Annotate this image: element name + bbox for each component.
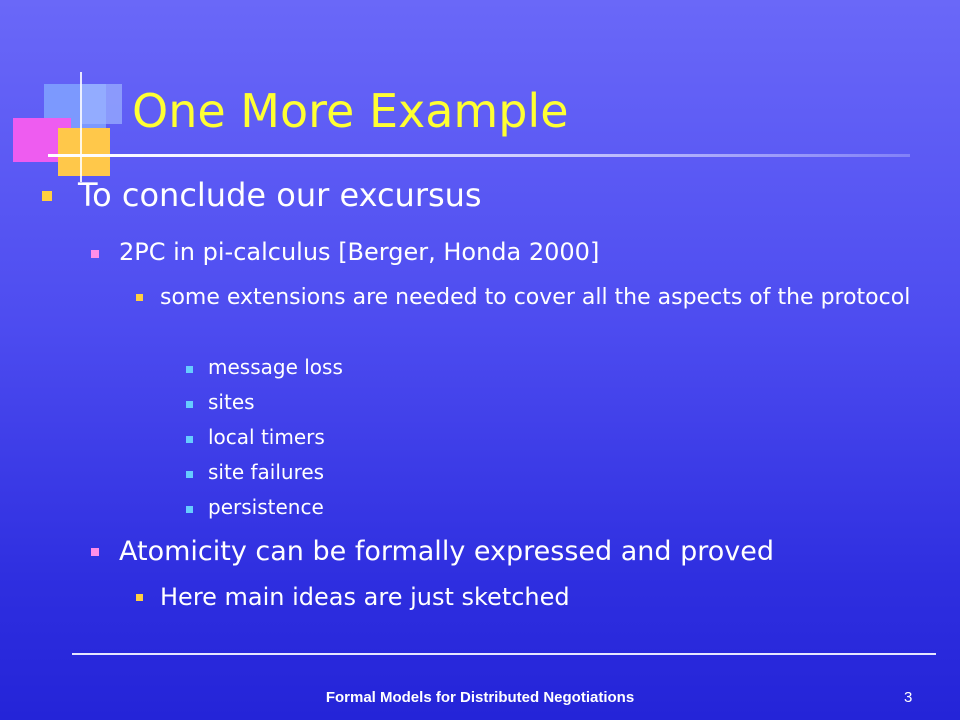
slide-title: One More Example xyxy=(132,84,569,138)
bullet-text: local timers xyxy=(208,425,325,449)
title-underline xyxy=(48,154,910,157)
square-bullet-icon xyxy=(186,471,193,478)
bullet-text: Here main ideas are just sketched xyxy=(160,583,570,611)
page-number: 3 xyxy=(904,689,913,706)
bullet-level4 xyxy=(208,355,343,379)
bullet-level3 xyxy=(160,282,920,313)
footer-title: Formal Models for Distributed Negotiations xyxy=(325,689,635,706)
bullet-text: 2PC in pi-calculus [Berger, Honda 2000] xyxy=(119,238,600,266)
decor-square-orange xyxy=(58,128,110,176)
bullet-level2 xyxy=(119,238,599,266)
bullet-text: site failures xyxy=(208,460,325,484)
square-bullet-icon xyxy=(42,191,52,201)
bullet-text: To conclude our excursus xyxy=(78,176,482,214)
bullet-text: message loss xyxy=(208,355,343,379)
bullet-text: sites xyxy=(208,390,255,414)
square-bullet-icon xyxy=(91,250,99,258)
square-bullet-icon xyxy=(186,506,193,513)
bullet-text: some extensions are needed to cover all the aspects of the protocol xyxy=(160,285,911,310)
decor-square-light-blue xyxy=(82,84,122,124)
bullet-level4 xyxy=(208,495,324,519)
bullet-level4 xyxy=(208,425,325,449)
square-bullet-icon xyxy=(186,366,193,373)
square-bullet-icon xyxy=(186,401,193,408)
square-bullet-icon xyxy=(136,594,143,601)
square-bullet-icon xyxy=(136,294,143,301)
bullet-level2 xyxy=(119,536,774,567)
square-bullet-icon xyxy=(186,436,193,443)
bullet-text: persistence xyxy=(208,495,324,519)
bullet-level4 xyxy=(208,390,255,414)
bullet-level4 xyxy=(208,460,324,484)
bullet-level3 xyxy=(160,582,920,613)
square-bullet-icon xyxy=(91,548,99,556)
bullet-level1 xyxy=(78,176,482,214)
footer-divider xyxy=(72,653,936,655)
decor-vertical-line xyxy=(80,72,82,182)
bullet-text: Atomicity can be formally expressed and proved xyxy=(119,536,774,567)
